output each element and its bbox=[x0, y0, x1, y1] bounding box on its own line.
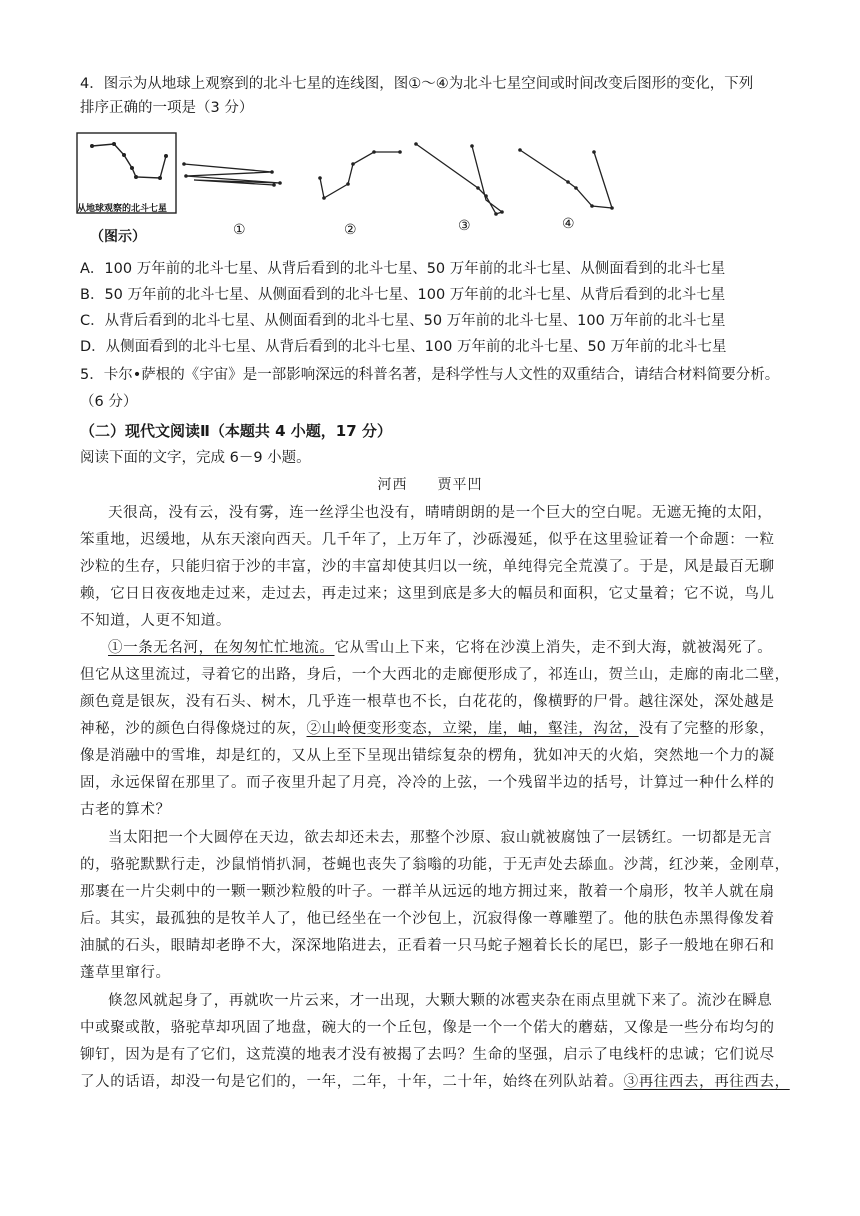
paragraph-2-line-1-rest: 它从雪山上下来，它将在沙漠上消失，走不到大海，就被渴死了。 bbox=[334, 640, 773, 656]
paragraph-4-line-4-start: 了人的话语，却没一句是它们的，一年，二年，十年，二十年，始终在列队站着。 bbox=[80, 1074, 624, 1090]
reference-dipper-lines bbox=[92, 144, 166, 178]
paragraph-3-line-2: 的，骆驼默默行走，沙鼠悄悄扒洞，苍蝇也丧失了翁嗡的功能，于无声处去舔血。沙蒿，红沙莱，金刚草， bbox=[80, 857, 790, 873]
paragraph-2-line-4-end: 没有了完整的形象， bbox=[638, 721, 775, 737]
paragraph-2-line-4 bbox=[80, 719, 780, 739]
figure-2-stars bbox=[318, 150, 402, 200]
paragraph-2-line-4-start: 神秘，沙的颜色白得像烧过的灰， bbox=[80, 721, 307, 737]
question-4-line-1: 4．图示为从地球上观察到的北斗七星的连线图，图①～④为北斗七星空间或时间改变后图形的变化，下列 bbox=[80, 76, 754, 92]
figure-1-dipper bbox=[184, 164, 280, 185]
section-2-heading: （二）现代文阅读Ⅱ（本题共 4 小题，17 分） bbox=[80, 422, 392, 440]
question-5-line-1: 5．卡尔•萨根的《宇宙》是一部影响深远的科普名著，是科学性与人文性的双重结合，请结合材料简要分析。 bbox=[80, 367, 780, 383]
paragraph-1-line-5: 不知道，人更不知道。 bbox=[80, 613, 231, 629]
underlined-sentence-1: ①一条无名河，在匆匆忙忙地流。 bbox=[108, 640, 335, 656]
paragraph-1-line-1: 天很高，没有云，没有雾，连一丝浮尘也没有，晴晴朗朗的是一个巨大的空白呢。无遮无掩的太阳， bbox=[108, 505, 773, 521]
reference-box-caption: 从地球观察的北斗七星 bbox=[77, 204, 168, 214]
paragraph-3-line-5: 油腻的石头，眼睛却老睁不大，深深地陷进去，正看着一只马蛇子翘着长长的尾巴，影子一般地在卵石和 bbox=[80, 938, 775, 954]
paragraph-1-line-4: 赖，它日日夜夜地走过来，走过去，再走过来；这里到底是多大的幅员和面积，它丈量着；它不说，鸟儿 bbox=[80, 586, 775, 602]
paragraph-2-line-5: 像是消融中的雪堆，却是红的，又从上至下呈现出错综复杂的楞角，犹如冲天的火焰，突然地一个力的凝 bbox=[80, 748, 775, 764]
option-c: C．从背后看到的北斗七星、从侧面看到的北斗七星、50 万年前的北斗七星、100 万年前的北斗七星 bbox=[80, 313, 726, 329]
question-4-line-2: 排序正确的一项是（3 分） bbox=[80, 100, 254, 116]
paragraph-4-line-3: 铆钉，因为是有了它们，这荒漠的地表才没有被揭了去吗？生命的坚强，启示了电线杆的忠诚；它们说尽 bbox=[80, 1047, 775, 1063]
figure-4-stars bbox=[518, 148, 614, 210]
figure-label-4: ④ bbox=[562, 216, 575, 232]
underlined-sentence-3: ③再往西去，再往西去， bbox=[623, 1074, 790, 1090]
paragraph-2-line-3: 颜色竟是银灰，没有石头、树木，几乎连一根草也不长，白花花的，像横野的尸骨。越往深处，深处越是 bbox=[80, 694, 775, 710]
paragraph-1-line-3: 沙粒的生存，只能归宿于沙的丰富，沙的丰富却使其归以一统，单纯得完全荒漠了。于是，风是最百无聊 bbox=[80, 559, 775, 575]
figure-label-diagram: （图示） bbox=[90, 229, 146, 245]
question-5-line-2: （6 分） bbox=[80, 394, 138, 410]
figure-label-3: ③ bbox=[458, 218, 471, 234]
figure-label-2: ② bbox=[344, 222, 357, 238]
reading-instruction: 阅读下面的文字，完成 6－9 小题。 bbox=[80, 450, 311, 466]
paragraph-2-line-6: 固，永远保留在那里了。而子夜里升起了月亮，冷冷的上弦，一个残留半边的括号，计算过一种什么样的 bbox=[80, 775, 775, 791]
article-title: 河西 贾平凹 bbox=[377, 477, 483, 493]
figure-3-dipper bbox=[416, 144, 502, 214]
paragraph-1-line-2: 笨重地，迟缓地，从东天滚向西天。几千年了，上万年了，沙砾漫延，似乎在这里验证着一个命题：一粒 bbox=[80, 532, 775, 548]
paragraph-3-line-3: 那裹在一片尖刺中的一颗一颗沙粒般的叶子。一群羊从远远的地方拥过来，散着一个扇形，牧羊人就在扇 bbox=[80, 884, 775, 900]
underlined-sentence-2: ②山岭便变形变态，立梁，崖，岫，壑洼，沟岔， bbox=[306, 721, 639, 737]
paragraph-4-line-4 bbox=[80, 1072, 790, 1092]
paragraph-2-line-7: 古老的算术？ bbox=[80, 802, 171, 818]
option-a: A．100 万年前的北斗七星、从背后看到的北斗七星、50 万年前的北斗七星、从侧面看到的北斗七星 bbox=[80, 261, 726, 277]
paragraph-4-line-1: 倏忽风就起身了，再就吹一片云来，才一出现，大颗大颗的冰雹夹杂在雨点里就下来了。流沙在瞬息 bbox=[108, 993, 773, 1009]
figure-4-dipper bbox=[520, 150, 612, 208]
reference-dipper-stars bbox=[90, 142, 168, 180]
option-d: D．从侧面看到的北斗七星、从背后看到的北斗七星、100 万年前的北斗七星、50 万年前的北斗七星 bbox=[80, 339, 727, 355]
paragraph-3-line-4: 后。其实，最孤独的是牧羊人了，他已经坐在一个沙包上，沉寂得像一尊雕塑了。他的肤色赤黑得像发着 bbox=[80, 911, 775, 927]
big-dipper-figure bbox=[76, 130, 636, 245]
paragraph-3-line-6: 蓬草里窜行。 bbox=[80, 965, 171, 981]
paragraph-2-line-2: 但它从这里流过，寻着它的出路，身后，一个大西北的走廊便形成了，祁连山，贺兰山，走廊的南北二壁， bbox=[80, 667, 790, 683]
figure-2-dipper bbox=[320, 152, 400, 198]
figure-label-1: ① bbox=[233, 222, 246, 238]
paragraph-4-line-2: 中或聚或散，骆驼草却巩固了地盘，碗大的一个丘包，像是一个一个偌大的蘑菇，又像是一些分布均匀的 bbox=[80, 1020, 775, 1036]
option-b: B．50 万年前的北斗七星、从侧面看到的北斗七星、100 万年前的北斗七星、从背后看到的北斗七星 bbox=[80, 287, 726, 303]
paragraph-2-line-1 bbox=[108, 638, 808, 658]
paragraph-3-line-1: 当太阳把一个大圆停在天边，欲去却还未去，那整个沙原、寂山就被腐蚀了一层锈红。一切都是无言 bbox=[108, 830, 773, 846]
